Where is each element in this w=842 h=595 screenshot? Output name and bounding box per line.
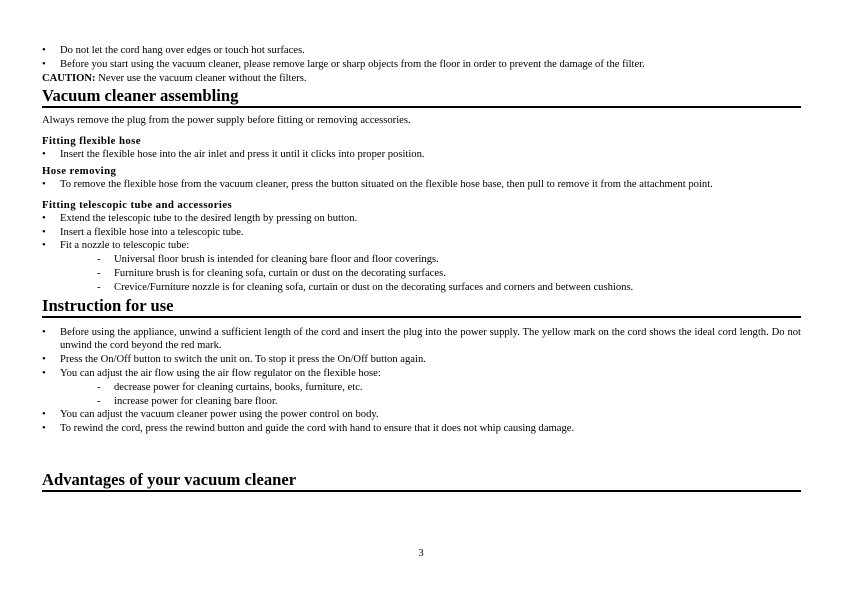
page-content bbox=[42, 44, 801, 492]
sub-list-item bbox=[42, 267, 801, 281]
sub-list-text: increase power for cleaning bare floor. bbox=[114, 395, 278, 407]
dash-marker: - bbox=[97, 381, 101, 393]
sub-list-text: Furniture brush is for cleaning sofa, curtain or dust on the decorating surfaces. bbox=[114, 267, 446, 279]
sub-list-item bbox=[42, 253, 801, 267]
list-item: • Insert a flexible hose into a telescopic tube. bbox=[42, 226, 801, 240]
list-item: • To remove the flexible hose from the vacuum cleaner, press the button situated on the flexible hose base, then pull to remove it from the attachment point. bbox=[42, 178, 801, 192]
caution-text: Never use the vacuum cleaner without the filters. bbox=[95, 72, 307, 84]
section-title-advantages: Advantages of your vacuum cleaner bbox=[42, 470, 801, 492]
dash-marker: - bbox=[97, 281, 101, 293]
sub-list-text: decrease power for cleaning curtains, books, furniture, etc. bbox=[114, 381, 363, 393]
sub-list-text: Crevice/Furniture nozzle is for cleaning sofa, curtain or dust on the decorating surfaces and corners and between cushions. bbox=[114, 281, 634, 293]
page-number: 3 bbox=[418, 548, 424, 559]
list-item: • Before you start using the vacuum cleaner, please remove large or sharp objects from the floor in order to prevent the damage of the filter. bbox=[42, 58, 801, 72]
dash-marker: - bbox=[97, 395, 101, 407]
list-item: • Fit a nozzle to telescopic tube: bbox=[42, 239, 801, 253]
subsection-title-telescopic: Fitting telescopic tube and accessories bbox=[42, 198, 233, 211]
subsection-title-fitting-hose: Fitting flexible hose bbox=[42, 135, 141, 148]
subsection-title-hose-removing: Hose removing bbox=[42, 164, 117, 177]
list-item: • You can adjust the air flow using the air flow regulator on the flexible hose: bbox=[42, 367, 801, 381]
sub-list-item bbox=[42, 381, 801, 395]
sub-list-text: Universal floor brush is intended for cleaning bare floor and floor coverings. bbox=[114, 254, 439, 266]
list-item: • Insert the flexible hose into the air inlet and press it until it clicks into proper position. bbox=[42, 148, 801, 162]
section-title-instruction: Instruction for use bbox=[42, 296, 801, 318]
dash-marker: - bbox=[97, 254, 101, 266]
section-title-assembling: Vacuum cleaner assembling bbox=[42, 86, 801, 108]
list-item: • Press the On/Off button to switch the unit on. To stop it press the On/Off button again. bbox=[42, 353, 801, 367]
caution-note bbox=[42, 72, 801, 86]
assembling-intro: Always remove the plug from the power supply before fitting or removing accessories. bbox=[42, 115, 411, 127]
sub-list-item bbox=[42, 395, 801, 409]
list-item: • Extend the telescopic tube to the desired length by pressing on button. bbox=[42, 212, 801, 226]
list-item: • Do not let the cord hang over edges or touch hot surfaces. bbox=[42, 44, 801, 58]
list-item: • To rewind the cord, press the rewind button and guide the cord with hand to ensure that it does not whip causing damage. bbox=[42, 422, 801, 436]
sub-list-item bbox=[42, 281, 801, 295]
list-item: • You can adjust the vacuum cleaner power using the power control on body. bbox=[42, 408, 801, 422]
dash-marker: - bbox=[97, 267, 101, 279]
caution-label: CAUTION: bbox=[42, 72, 96, 84]
list-item: • Before using the appliance, unwind a sufficient length of the cord and insert the plug into the power supply. The yellow mark on the cord shows the ideal cord length. Do not unwind the cord beyond the red mark. bbox=[42, 326, 801, 354]
